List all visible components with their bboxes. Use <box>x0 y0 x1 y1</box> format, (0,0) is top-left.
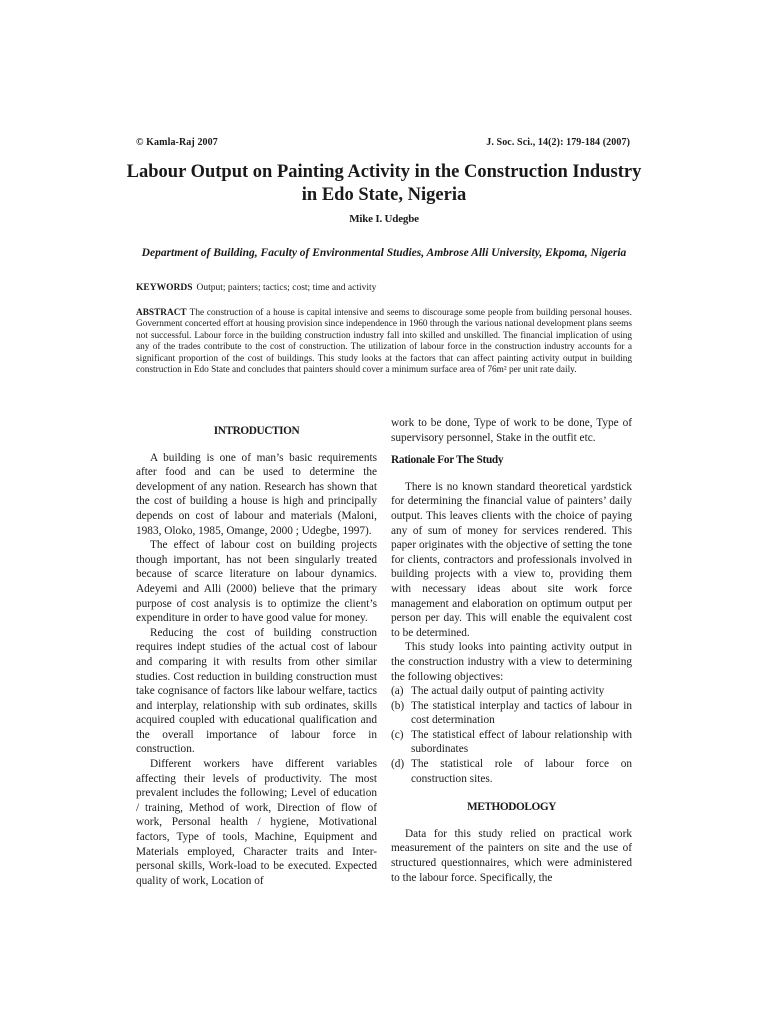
abstract-block <box>136 308 632 376</box>
right-column <box>391 416 632 885</box>
left-column <box>136 420 377 888</box>
objective-text: The statistical interplay and tactics of labour in cost determination <box>411 699 632 727</box>
objective-text: The actual daily output of painting activity <box>411 685 605 698</box>
introduction-paragraph: The effect of labour cost on building projects though important, has not been singularly treated because of scarce literature on labour dynamics. Adeyemi and Alli (2000) believe that the primary purpose of cost analysis is to optimize the client’s expenditure in order to have good value for money. <box>136 539 377 625</box>
introduction-paragraph: Reducing the cost of building construction requires indept studies of the actual cost of labour and comparing it with results from other similar studies. Cost reduction in building construction must take cognisance of factors like labour welfare, tactics and interplay, relationship with sub ordinates, skills acquired coupled with educational qualification and the overall importance of labour force in construction. <box>136 626 377 756</box>
objective-marker: (a) <box>391 685 404 698</box>
author-affiliation: Department of Building, Faculty of Environmental Studies, Ambrose Alli University, Ekpoma, Nigeria <box>141 247 627 259</box>
abstract-text: The construction of a house is capital intensive and seems to discourage some people from building personal houses. Government concerted effort at housing provision since independence in 1960 through the various national development plans seems not successful. Labour force in the building construction industry fall into skilled and unskilled. The financial implication of using any of the trades contribute to the cost of construction. The utilization of labour force in the construction industry accounts for a significant proportion of the cost of buildings. This study looks at the factors that can affect painting activity output in building construction in Edo State and concludes that painters should cover a minimum surface area of 76m² per unit rate daily. <box>136 308 632 376</box>
keywords-line <box>136 283 632 293</box>
objective-item <box>391 757 632 786</box>
keywords-text: Output; painters; tactics; cost; time and activity <box>196 283 377 293</box>
objective-item <box>391 728 632 757</box>
introduction-paragraph: Different workers have different variables affecting their levels of productivity. The most prevalent includes the following; Level of education / training, Method of work, Direction of flow of work, Personal health / hygiene, Motivational factors, Type of tools, Machine, Equipment and Materials employed, Character traits and Inter-personal skills, Work-load to be executed. Expected quality of work, Location of <box>136 758 377 887</box>
section-spacer <box>391 786 632 796</box>
rationale-heading: Rationale For The Study <box>391 454 504 467</box>
keywords-label: KEYWORDS <box>136 283 193 293</box>
author-name: Mike I. Udegbe <box>349 213 419 225</box>
objective-item <box>391 699 632 728</box>
journal-citation: J. Soc. Sci., 14(2): 179-184 (2007) <box>486 137 630 148</box>
methodology-paragraph: Data for this study relied on practical work measurement of the painters on site and the use of structured questionnaires, which were administered to the labour force. Specifically, the <box>391 827 632 884</box>
methodology-heading: METHODOLOGY <box>466 801 557 814</box>
objective-marker: (d) <box>391 758 405 771</box>
copyright-notice: © Kamla-Raj 2007 <box>136 137 218 148</box>
objective-marker: (c) <box>391 728 404 741</box>
objectives-list <box>391 684 632 786</box>
objective-item <box>391 684 632 699</box>
abstract-label: ABSTRACT <box>136 308 187 318</box>
paper-title: Labour Output on Painting Activity in the Construction Industry in Edo State, Nigeria <box>126 162 642 205</box>
rationale-paragraph: This study looks into painting activity output in the construction industry with a view to determining the following objectives: <box>391 641 632 683</box>
objective-text: The statistical effect of labour relationship with subordinates <box>411 728 632 756</box>
rationale-paragraph: There is no known standard theoretical yardstick for determining the financial value of painters’ daily output. This leaves clients with the choice of paying any of sum of money for services rendered. This paper originates with the objective of setting the tone for clients, contractors and professionals involved in building projects with a view to, providing them with necessary ideas about site work force management and elaboration on optimum output per person per day. This will enable the equivalent cost to be determined. <box>391 480 632 639</box>
introduction-heading: INTRODUCTION <box>213 425 300 437</box>
objective-marker: (b) <box>391 699 405 712</box>
introduction-paragraph: A building is one of man’s basic requirements after food and can be used to determine the development of any nation. Research has shown that the cost of building a house is high and principally depends on cost of labour and materials (Maloni, 1983, Oloko, 1985, Omange, 2000 ; Udegbe, 1997). <box>136 451 377 537</box>
objective-text: The statistical role of labour force on construction sites. <box>411 758 632 785</box>
introduction-continuation: work to be done, Type of work to be done, Type of supervisory personnel, Stake in the outfit etc. <box>391 417 632 444</box>
